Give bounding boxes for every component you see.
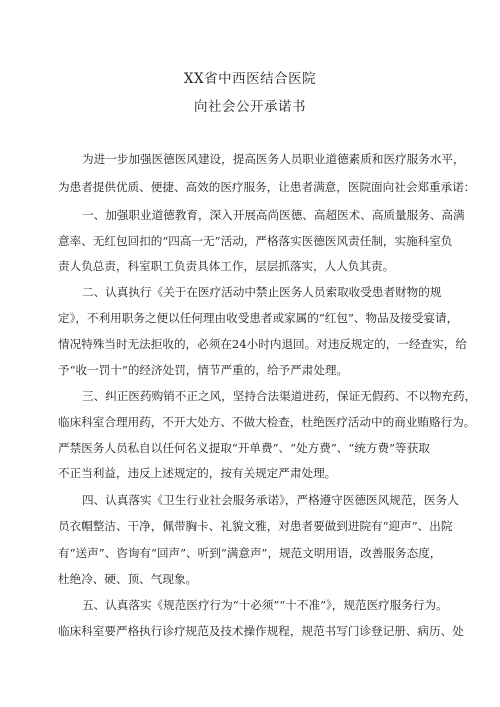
text-line-16: 有“送声”、咨询有“回声”、听到“满意声”，规范文明用语，改善服务态度， [58, 546, 442, 560]
text-line-2: 为患者提供优质、便捷、高效的医疗服务，让患者满意，医院面向社会郑重承诺： [58, 180, 476, 194]
text-line-7: 定》，不利用职务之便以任何理由收受患者或家属的“红包”、物品及接受宴请， [58, 311, 459, 325]
text-line-11: 临床科室合理用药，不开大处方、不做大检查，杜绝医疗活动中的商业贿赂行为。 [58, 415, 476, 429]
text-line-3: 一、加强职业道德教育，深入开展高尚医德、高超医术、高质量服务、高满 [82, 208, 465, 222]
text-line-13: 不正当利益，违反上述规定的，按有关规定严肃处理。 [58, 466, 337, 480]
text-line-1: 为进一步加强医德医风建设，提高医务人员职业道德素质和医疗服务水平， [82, 152, 465, 166]
text-line-14: 四、认真落实《卫生行业社会服务承诺》，严格遵守医德医风规范，医务人 [82, 493, 459, 507]
text-line-9: 予“收一罚十”的经济处罚，情节严重的，给予严肃处理。 [58, 363, 349, 377]
text-line-4: 意率、无红包回扣的“四高一无”活动，严格落实医德医风责任制，实施科室负 [58, 234, 453, 248]
text-line-5: 责人负总责，科室职工负责具体工作，层层抓落实，人人负其责。 [58, 259, 395, 273]
text-line-10: 三、纠正医药购销不正之风，坚持合法渠道进药，保证无假药、不以物充药， [82, 389, 477, 403]
text-line-15: 员衣帽整洁、干净，佩带胸卡、礼貌文雅，对患者要做到进院有“迎声”、出院 [58, 519, 453, 533]
text-line-18: 五、认真落实《规范医疗行为“十必须”“十不准”》，规范医疗服务行为。 [82, 598, 448, 612]
text-line-12: 严禁医务人员私自以任何名义提取“开单费”、“处方费”、“统方费”等获取 [58, 441, 430, 455]
text-line-6: 二、认真执行《关于在医疗活动中禁止医务人员索取收受患者财物的规 [82, 285, 442, 299]
text-line-19: 临床科室要严格执行诊疗规范及技术操作规程，规范书写门诊登记册、病历、处 [58, 624, 464, 638]
text-line-8: 情况特殊当时无法拒收的，必须在24小时内退回。对违反规定的，一经查实，给 [58, 337, 467, 351]
document-title-hospital: XX省中西医结合医院 [183, 71, 317, 87]
text-line-17: 杜绝冷、硬、顶、气现象。 [58, 572, 198, 586]
document-title-pledge: 向社会公开承诺书 [194, 99, 306, 115]
